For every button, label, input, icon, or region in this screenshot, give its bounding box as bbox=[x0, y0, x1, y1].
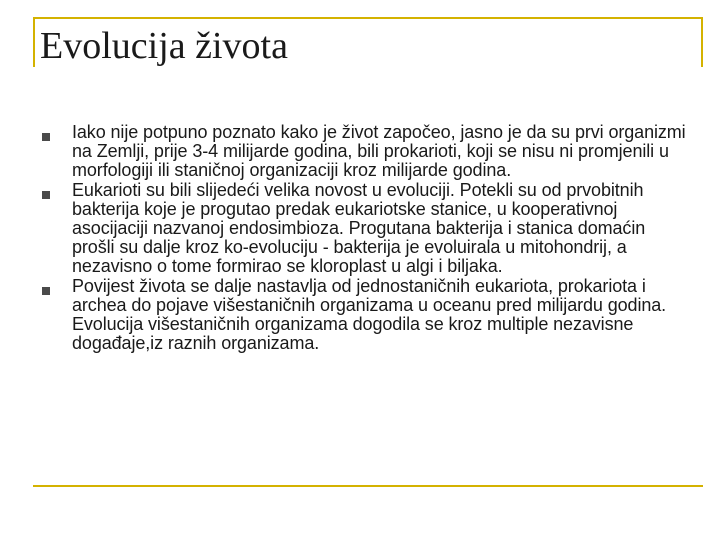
bullet-text: Povijest života se dalje nastavlja od jednostaničnih eukariota, prokariota i archea do pojave višestaničnih organizama u oceanu pred milijardu godina. Evolucija višestaničnih organizama dogodila se kroz multiple nezavisne događaje,iz raznih organizama. bbox=[72, 275, 667, 354]
bullet-item bbox=[42, 277, 692, 354]
slide-title: Evolucija života bbox=[40, 25, 288, 67]
frame-right-line bbox=[701, 17, 703, 67]
frame-left-line bbox=[33, 17, 35, 67]
bullet-text: Iako nije potpuno poznato kako je život započeo, jasno je da su prvi organizmi na Zemlji, prije 3-4 milijarde godina, bili prokarioti, koji se nisu ni promjenili u morfologiji ili staničnoj organizaciji kroz milijarde godina. bbox=[72, 122, 686, 181]
square-bullet-icon bbox=[42, 191, 50, 199]
square-bullet-icon bbox=[42, 287, 50, 295]
bullet-list bbox=[42, 123, 692, 353]
frame-bottom-line bbox=[33, 485, 703, 487]
bullet-item bbox=[42, 181, 692, 277]
bullet-item bbox=[42, 123, 692, 181]
square-bullet-icon bbox=[42, 133, 50, 141]
frame-top-line bbox=[33, 17, 703, 19]
bullet-text: Eukarioti su bili slijedeći velika novost u evoluciji. Potekli su od prvobitnih bakterija koje je progutao predak eukariotske stanice, u kooperativnoj asocijaciji nazvanoj endosimbioza. Progutana bakterija i stanica domaćin prošli su dalje kroz ko-evoluciju - bakterija je evoluirala u mitohondrij, a nezavisno o tome formirao se kloroplast u algi i biljaka. bbox=[72, 179, 646, 277]
